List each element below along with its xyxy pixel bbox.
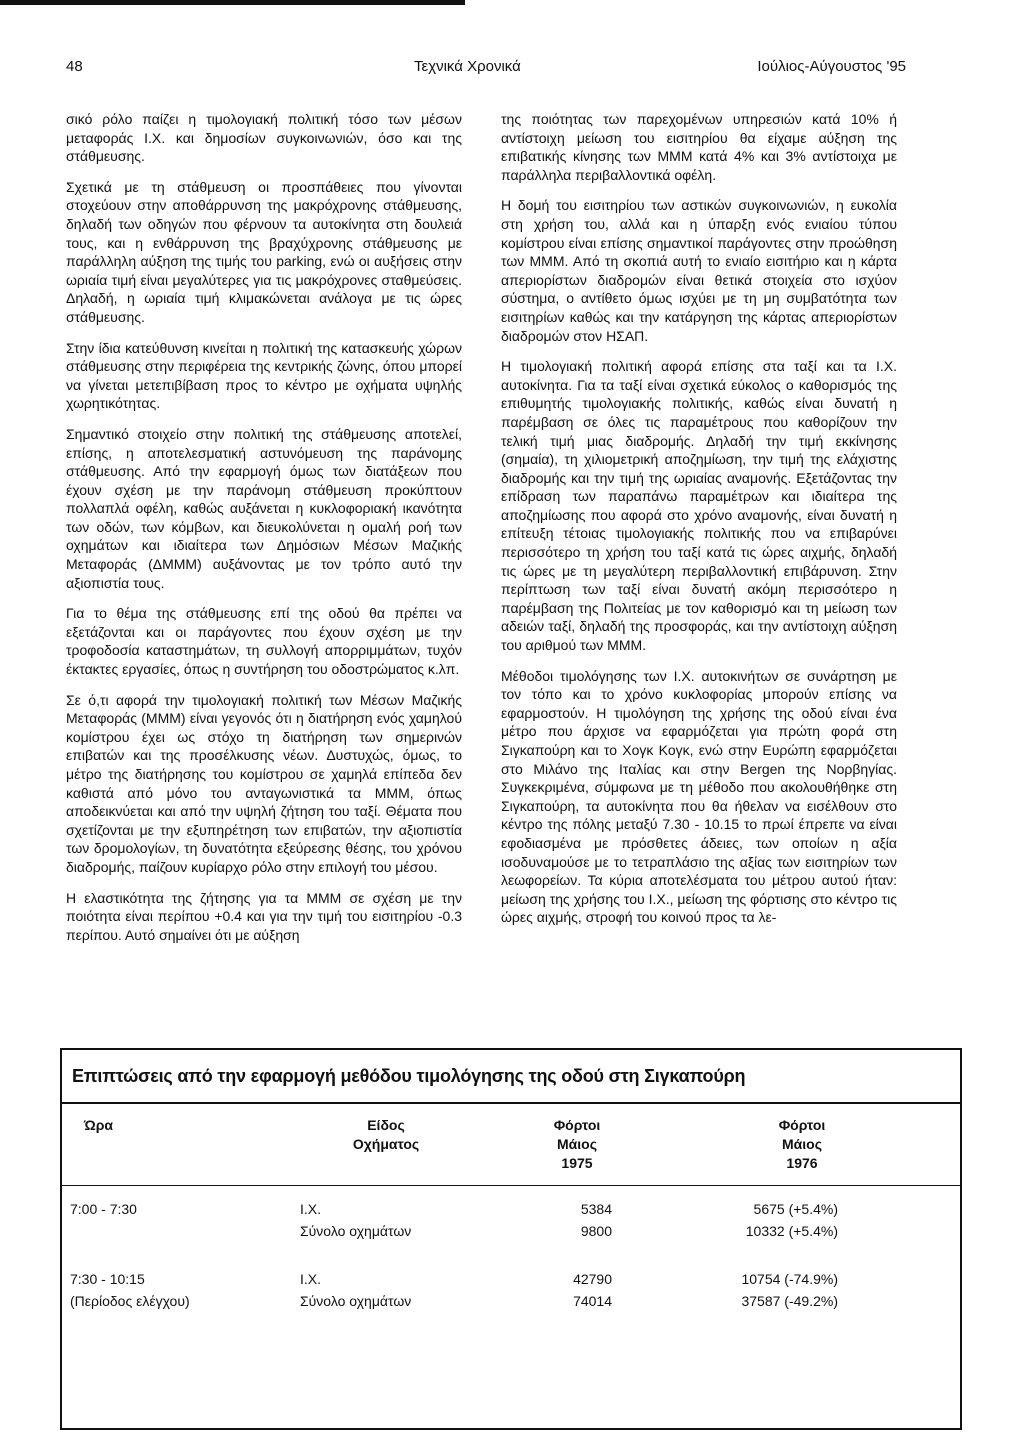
left-column [66, 110, 462, 956]
paragraph: Η τιμολογιακή πολιτική αφορά επίσης στα ταξί και τα Ι.Χ. αυτοκίνητα. Για τα ταξί είναι σχετικά εύκολος ο καθορισμός της επιθυμητής τιμολογιακής πολιτικής, καθώς είναι δυνατή η παρέμβαση σε όλες τις παραμέτρους που καθορίζουν την τελική τιμή μιας διαδρομής. Δηλαδή την τιμή εκκίνησης (σημαία), τη χιλιομετρική αποζημίωση, την τιμή της ελάχιστης διαδρομής και την τιμή της ωριαίας αναμονής. Εξετάζοντας την επίδραση των παραπάνω παραμέτρων και ιδιαίτερα της αποζημίωσης που αφορά στο χρόνο αναμονής, είναι δυνατή η επίτευξη τέτοιας τιμολογιακής πολιτικής που να επιβαρύνει περισσότερο τη χρήση του ταξί κατά τις ώρες αιχμής, δηλαδή τις ώρες με τη μεγαλύτερη περιβαλλοντική επιβάρυνση. Στην περίπτωση των ταξί είναι δυνατή ακόμη περισσότερο η παρέμβαση της Πολιτείας με τον καθορισμό και τη μείωση των αδειών ταξί, δηλαδή της προσφοράς, και την αντίστοιχη αύξηση του αριθμού των ΜΜΜ. [501, 358, 897, 654]
table-row-hour [70, 1268, 190, 1312]
paragraph: Η ελαστικότητα της ζήτησης για τα ΜΜΜ σε σχέση με την ποιότητα είναι περίπου +0.4 και για την τιμή του εισιτηρίου -0.3 περίπου. Αυτό σημαίνει ότι με αύξηση [66, 889, 462, 943]
header-loads-line: 1975 [561, 1155, 593, 1171]
paragraph: Για το θέμα της στάθμευσης επί της οδού θα πρέπει να εξετάζονται και οι παράγοντες που έχουν σχέση με την τροφοδοσία καταστημάτων, τη συλλογή απορριμμάτων, τυχόν έκτακτες εργασίες, όπως η συντήρηση του οδοστρώματος κ.λπ. [66, 605, 462, 678]
header-hour-label: Ώρα [84, 1117, 113, 1133]
paragraph: σικό ρόλο παίζει η τιμολογιακή πολιτική τόσο των μέσων μεταφοράς Ι.Χ. και δημοσίων συγκοινωνιών, όσο και της στάθμευσης. [66, 111, 462, 165]
paragraph: Σχετικά με τη στάθμευση οι προσπάθειες που γίνονται στοχεύουν στην αποθάρρυνση της μακρόχρονης στάθμευσης, δηλαδή των οδηγών που φέρνουν τα αυτοκίνητα στη δουλειά τους, και η ενθάρρυνση της βραχύχρονης στάθμευσης με παράλληλη αύξηση της τιμής του parking, ενώ οι αυξήσεις στην ωριαία τιμή είναι μεγαλύτερες για τις μακρόχρονες σταθμεύσεις. Δηλαδή, η ωριαία τιμή κλιμακώνεται ανάλογα με τις ώρες στάθμευσης. [66, 178, 462, 325]
vehicle-type: Σύνολο οχημάτων [300, 1293, 412, 1309]
page-header [66, 58, 966, 80]
table-row-1975 [502, 1198, 612, 1242]
table-row-1976 [682, 1268, 838, 1312]
table-row-vehicles [300, 1198, 411, 1242]
header-loads-1975 [527, 1116, 627, 1173]
hour-note: (Περίοδος ελέγχου) [70, 1293, 190, 1309]
hour-value: 7:30 - 10:15 [70, 1271, 145, 1287]
header-vehicle-line: Είδος [367, 1117, 405, 1133]
paragraph: Σε ό,τι αφορά την τιμολογιακή πολιτική των Μέσων Μαζικής Μεταφοράς (ΜΜΜ) είναι γεγονός ότι η διατήρηση ενός χαμηλού κομίστρου έχει ως στόχο τη διατήρηση των σημερινών επιβατών και της προσέλκυσης νέων. Δυστυχώς, όμως, το μέτρο της διατήρησης του κομίστρου σε χαμηλά επίπεδα δεν καθιστά από μόνο του ανταγωνιστικά τα ΜΜΜ, όπως αποδεικνύεται και από την υψηλή ζήτηση του ταξί. Θέματα που σχετίζονται με την εξυπηρέτηση των επιβατών, την αξιοπιστία των δρομολογίων, τη δυνατότητα εξεύρεσης θέσης, του χρόνου διαδρομής, παίζουν κυρίαρχο ρόλο στην επιλογή του μέσου. [66, 691, 462, 875]
load-value: 42790 [573, 1271, 612, 1287]
singapore-table-box [60, 1048, 962, 1430]
paragraph: Η δομή του εισιτηρίου των αστικών συγκοινωνιών, η ευκολία στη χρήση του, αλλά και η ύπαρξη ενός ενιαίου τύπου κομίστρου είναι επίσης σημαντικοί παράγοντες στην προώθηση των ΜΜΜ. Από τη σκοπιά αυτή το ενιαίο εισιτήριο και η κάρτα απεριορίστων διαδρομών είναι θετικά στοιχεία στο ισχύον σύστημα, ο αντίθετο όμως ισχύει με τη μη συμβατότητα των εισιτηρίων καθώς και την κατάργηση της κάρτας απεριορίστων διαδρομών στον ΗΣΑΠ. [501, 197, 897, 344]
header-hour [84, 1116, 113, 1135]
header-vehicle [326, 1116, 446, 1154]
table-title: Επιπτώσεις από την εφαρμογή μεθόδου τιμολόγησης της οδού στη Σιγκαπούρη [72, 1066, 746, 1086]
header-loads-line: Μάιος [782, 1136, 822, 1152]
load-value: 37587 (-49.2%) [741, 1293, 838, 1309]
header-loads-1976 [752, 1116, 852, 1173]
load-value: 5675 (+5.4%) [753, 1201, 838, 1217]
vehicle-type: Σύνολο οχημάτων [300, 1223, 412, 1239]
issue-date: Ιούλιος-Αύγουστος '95 [757, 58, 906, 75]
load-value: 10332 (+5.4%) [745, 1223, 838, 1239]
header-vehicle-line: Οχήματος [352, 1136, 420, 1152]
header-loads-line: Φόρτοι [778, 1117, 826, 1133]
load-value: 74014 [573, 1293, 612, 1309]
title-divider [62, 1102, 960, 1104]
paragraph: Στην ίδια κατεύθυνση κινείται η πολιτική της κατασκευής χώρων στάθμευσης στην περιφέρεια της κεντρικής ζώνης, όπου μπορεί να γίνεται μετεπιβίβαση προς το κέντρο με οχήματα υψηλής χωρητικότητας. [66, 339, 462, 412]
load-value: 10754 (-74.9%) [741, 1271, 838, 1287]
journal-title: Τεχνικά Χρονικά [414, 58, 521, 75]
load-value: 9800 [580, 1223, 612, 1239]
paragraph: Μέθοδοι τιμολόγησης των Ι.Χ. αυτοκινήτων σε συνάρτηση με τον τόπο και το χρόνο κυκλοφορίας μπορούν επίσης να εφαρμοστούν. Η τιμολόγηση της χρήσης της οδού είναι ένα μέτρο που άρχισε να εφαρμόζεται για πρώτη φορά στη Σιγκαπούρη και το Χογκ Κογκ, ενώ στην Ευρώπη εφαρμόζεται στο Μιλάνο της Ιταλίας και στην Bergen της Νορβηγίας. Συγκεκριμένα, σύμφωνα με τη μέθοδο που ακολουθήθηκε στη Σιγκαπούρη, τα αυτοκίνητα που θα ήθελαν να εισέλθουν στο κέντρο της πόλης μεταξύ 7.30 - 10.15 το πρωί έπρεπε να είναι εφοδιασμένα με πρόσθετες άδειες, των οποίων η αξία ισοδυναμούσε με το τετραπλάσιο της αξίας των εισιτηρίων των λεωφορείων. Τα κύρια αποτελέσματα του μέτρου αυτού ήταν: μείωση της χρήσης του Ι.Χ., μείωση της φόρτισης στο κέντρο τις ώρες αιχμής, στροφή του κοινού προς τα λε- [501, 667, 897, 926]
load-value: 5384 [580, 1201, 612, 1217]
paragraph: Σημαντικό στοιχείο στην πολιτική της στάθμευσης αποτελεί, επίσης, η αποτελεσματική αστυνόμευση της παράνομης στάθμευσης. Από την εφαρμογή όμως των διατάξεων που έχουν σχέση με την παράνομη στάθμευση προκύπτουν πολλαπλά οφέλη, καθώς αυξάνεται η κυκλοφοριακή ικανότητα των οδών, των κόμβων, και διευκολύνεται η ομαλή ροή των οχημάτων και ιδιαίτερα των Δημόσιων Μέσων Μαζικής Μεταφοράς (ΔΜΜΜ) αυξάνοντας με τον τρόπο αυτό την αξιοπιστία τους. [66, 425, 462, 591]
table-row-vehicles [300, 1268, 411, 1312]
page-number: 48 [66, 58, 83, 75]
vehicle-type: Ι.Χ. [300, 1201, 322, 1217]
table-row-hour [70, 1198, 137, 1220]
header-loads-line: 1976 [786, 1155, 818, 1171]
vehicle-type: Ι.Χ. [300, 1271, 322, 1287]
table-row-1975 [502, 1268, 612, 1312]
header-loads-line: Φόρτοι [553, 1117, 601, 1133]
header-loads-line: Μάιος [557, 1136, 597, 1152]
right-column [501, 110, 897, 939]
scan-edge-bar [0, 0, 465, 5]
paragraph: της ποιότητας των παρεχομένων υπηρεσιών κατά 10% ή αντίστοιχη μείωση του εισιτηρίου θα είχαμε αύξηση της επιβατικής κίνησης των ΜΜΜ κατά 4% και 3% αντίστοιχα με παράλληλα περιβαλλοντικά οφέλη. [501, 111, 897, 183]
header-divider [62, 1185, 960, 1186]
table-row-1976 [682, 1198, 838, 1242]
hour-value: 7:00 - 7:30 [70, 1201, 137, 1217]
